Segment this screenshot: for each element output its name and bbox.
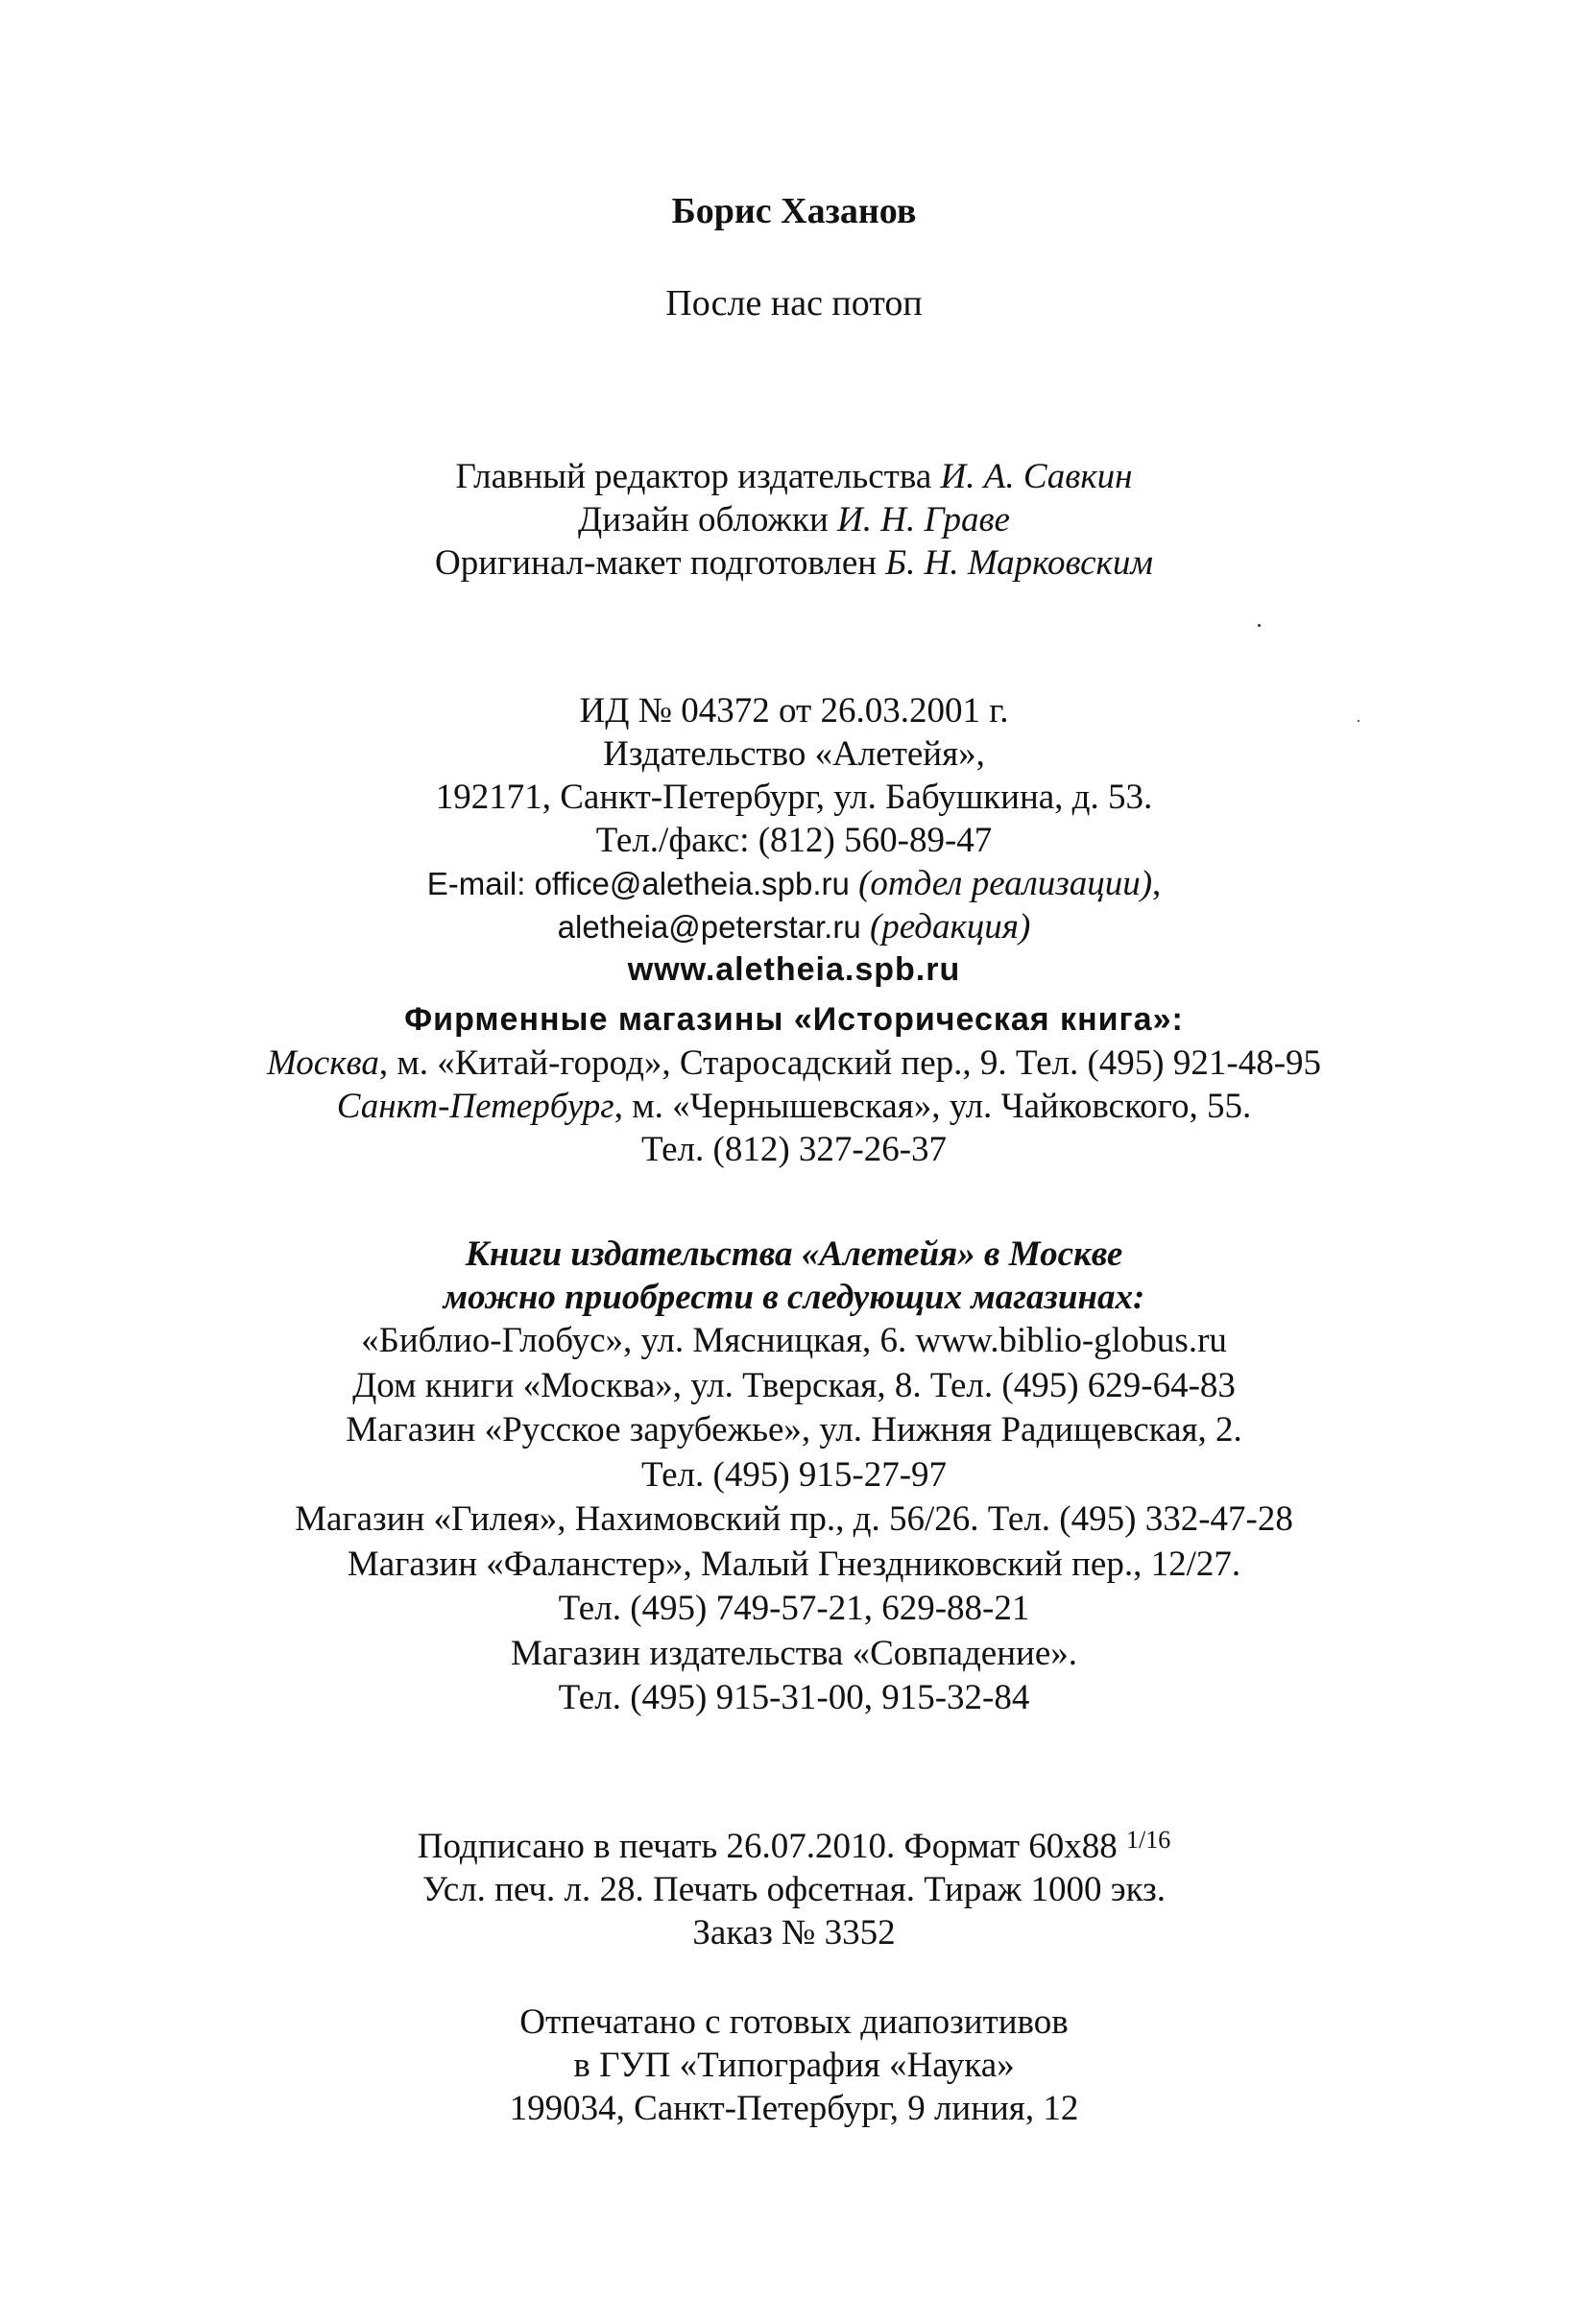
moscow-shops-list: [0, 1319, 1588, 1721]
shop-line: Тел. (495) 915-31-00, 915-32-84: [558, 1678, 1030, 1717]
publisher-block: [0, 689, 1588, 992]
shop-line: Магазин «Гилея», Нахимовский пр., д. 56/26. Тел. (495) 332-47-28: [295, 1499, 1293, 1539]
publisher-email-1: [0, 862, 1588, 905]
shop-line: Тел. (495) 915-27-97: [640, 1454, 948, 1495]
moscow-shops-intro-2: можно приобрести в следующих магазинах:: [443, 1278, 1145, 1317]
publisher-phone: Тел./факс: (812) 560-89-47: [595, 821, 993, 860]
shop-line: Тел. (495) 749-57-21, 629-88-21: [558, 1589, 1030, 1628]
shop-line: Магазин «Фаланстер», Малый Гнездниковский пер., 12/27.: [347, 1544, 1241, 1584]
publisher-address: 192171, Санкт-Петербург, ул. Бабушкина, д. 53.: [435, 778, 1153, 817]
email-editorial-note: (редакция): [869, 907, 1031, 946]
publisher-website-link[interactable]: www.aletheia.spb.ru: [627, 951, 961, 988]
store-spb-city: Санкт-Петербург: [336, 1087, 614, 1126]
shop-line: «Библио-Глобус», ул. Мясницкая, 6. www.biblio-globus.ru: [361, 1321, 1227, 1360]
author-name: Борис Хазанов: [671, 191, 917, 231]
credit-cover: [0, 498, 1588, 541]
printing-order: Заказ № 3352: [692, 1913, 896, 1953]
moscow-shops-block: [0, 1233, 1588, 1319]
store-spb-phone: Тел. (812) 327-26-37: [640, 1130, 948, 1169]
printer-line-1: Отпечатано с готовых диапозитивов: [519, 2002, 1069, 2042]
email-office-note: (отдел реализации): [858, 864, 1153, 903]
printer-line-3: 199034, Санкт-Петербург, 9 линия, 12: [509, 2089, 1079, 2128]
store-moscow: [0, 1042, 1588, 1085]
printer-block: [0, 2001, 1588, 2130]
stores-block: [0, 998, 1588, 1171]
printer-line-2: в ГУП «Типография «Наука»: [573, 2046, 1015, 2085]
shop-line: Дом книги «Москва», ул. Тверская, 8. Тел. (495) 629-64-83: [352, 1365, 1236, 1405]
stores-heading: Фирменные магазины «Историческая книга»:: [404, 1001, 1184, 1038]
store-spb: [0, 1085, 1588, 1128]
book-title-block: [0, 282, 1588, 325]
print-speck: [1258, 624, 1261, 627]
publisher-name: Издательство «Алетейя»,: [603, 734, 985, 774]
print-speck: [1358, 720, 1359, 722]
credit-editor-name: И. А. Савкин: [940, 457, 1133, 496]
credit-editor: [0, 455, 1588, 498]
author-block: [0, 190, 1588, 233]
printing-format-fraction: 1/16: [1126, 1826, 1171, 1854]
moscow-shops-intro-1: Книги издательства «Алетейя» в Москве: [465, 1234, 1123, 1274]
email-editorial-link[interactable]: aletheia@peterstar.ru: [557, 909, 861, 945]
email-prefix: E-mail:: [426, 866, 535, 901]
store-moscow-city: Москва: [266, 1043, 379, 1083]
credit-layout: [0, 541, 1588, 585]
publisher-email-2: [0, 905, 1588, 948]
store-spb-details: , м. «Чернышевская», ул. Чайковского, 55.: [614, 1087, 1252, 1126]
email-office-suffix: ,: [1152, 864, 1162, 903]
credit-editor-label: Главный редактор издательства: [455, 457, 932, 496]
email-office-link[interactable]: office@aletheia.spb.ru: [534, 866, 850, 901]
printing-details: Усл. печ. л. 28. Печать офсетная. Тираж 1000 экз.: [422, 1870, 1166, 1909]
credits-block: [0, 455, 1588, 585]
publisher-id: ИД № 04372 от 26.03.2001 г.: [579, 691, 1009, 731]
printing-signed: [0, 1818, 1588, 1868]
credit-layout-label: Оригинал-макет подготовлен: [435, 543, 878, 583]
book-title: После нас потоп: [665, 283, 923, 323]
printing-signed-text: Подписано в печать 26.07.2010. Формат 60х88: [417, 1827, 1118, 1866]
credit-cover-name: И. Н. Граве: [837, 500, 1010, 539]
credit-layout-name: Б. Н. Марковским: [885, 543, 1153, 583]
store-moscow-details: , м. «Китай-город», Старосадский пер., 9. Тел. (495) 921-48-95: [378, 1043, 1322, 1083]
credit-cover-label: Дизайн обложки: [578, 500, 829, 539]
printing-block: [0, 1818, 1588, 1954]
shop-line: Магазин «Русское зарубежье», ул. Нижняя Радищевская, 2.: [346, 1410, 1242, 1450]
shop-line: Магазин издательства «Совпадение».: [511, 1633, 1077, 1673]
